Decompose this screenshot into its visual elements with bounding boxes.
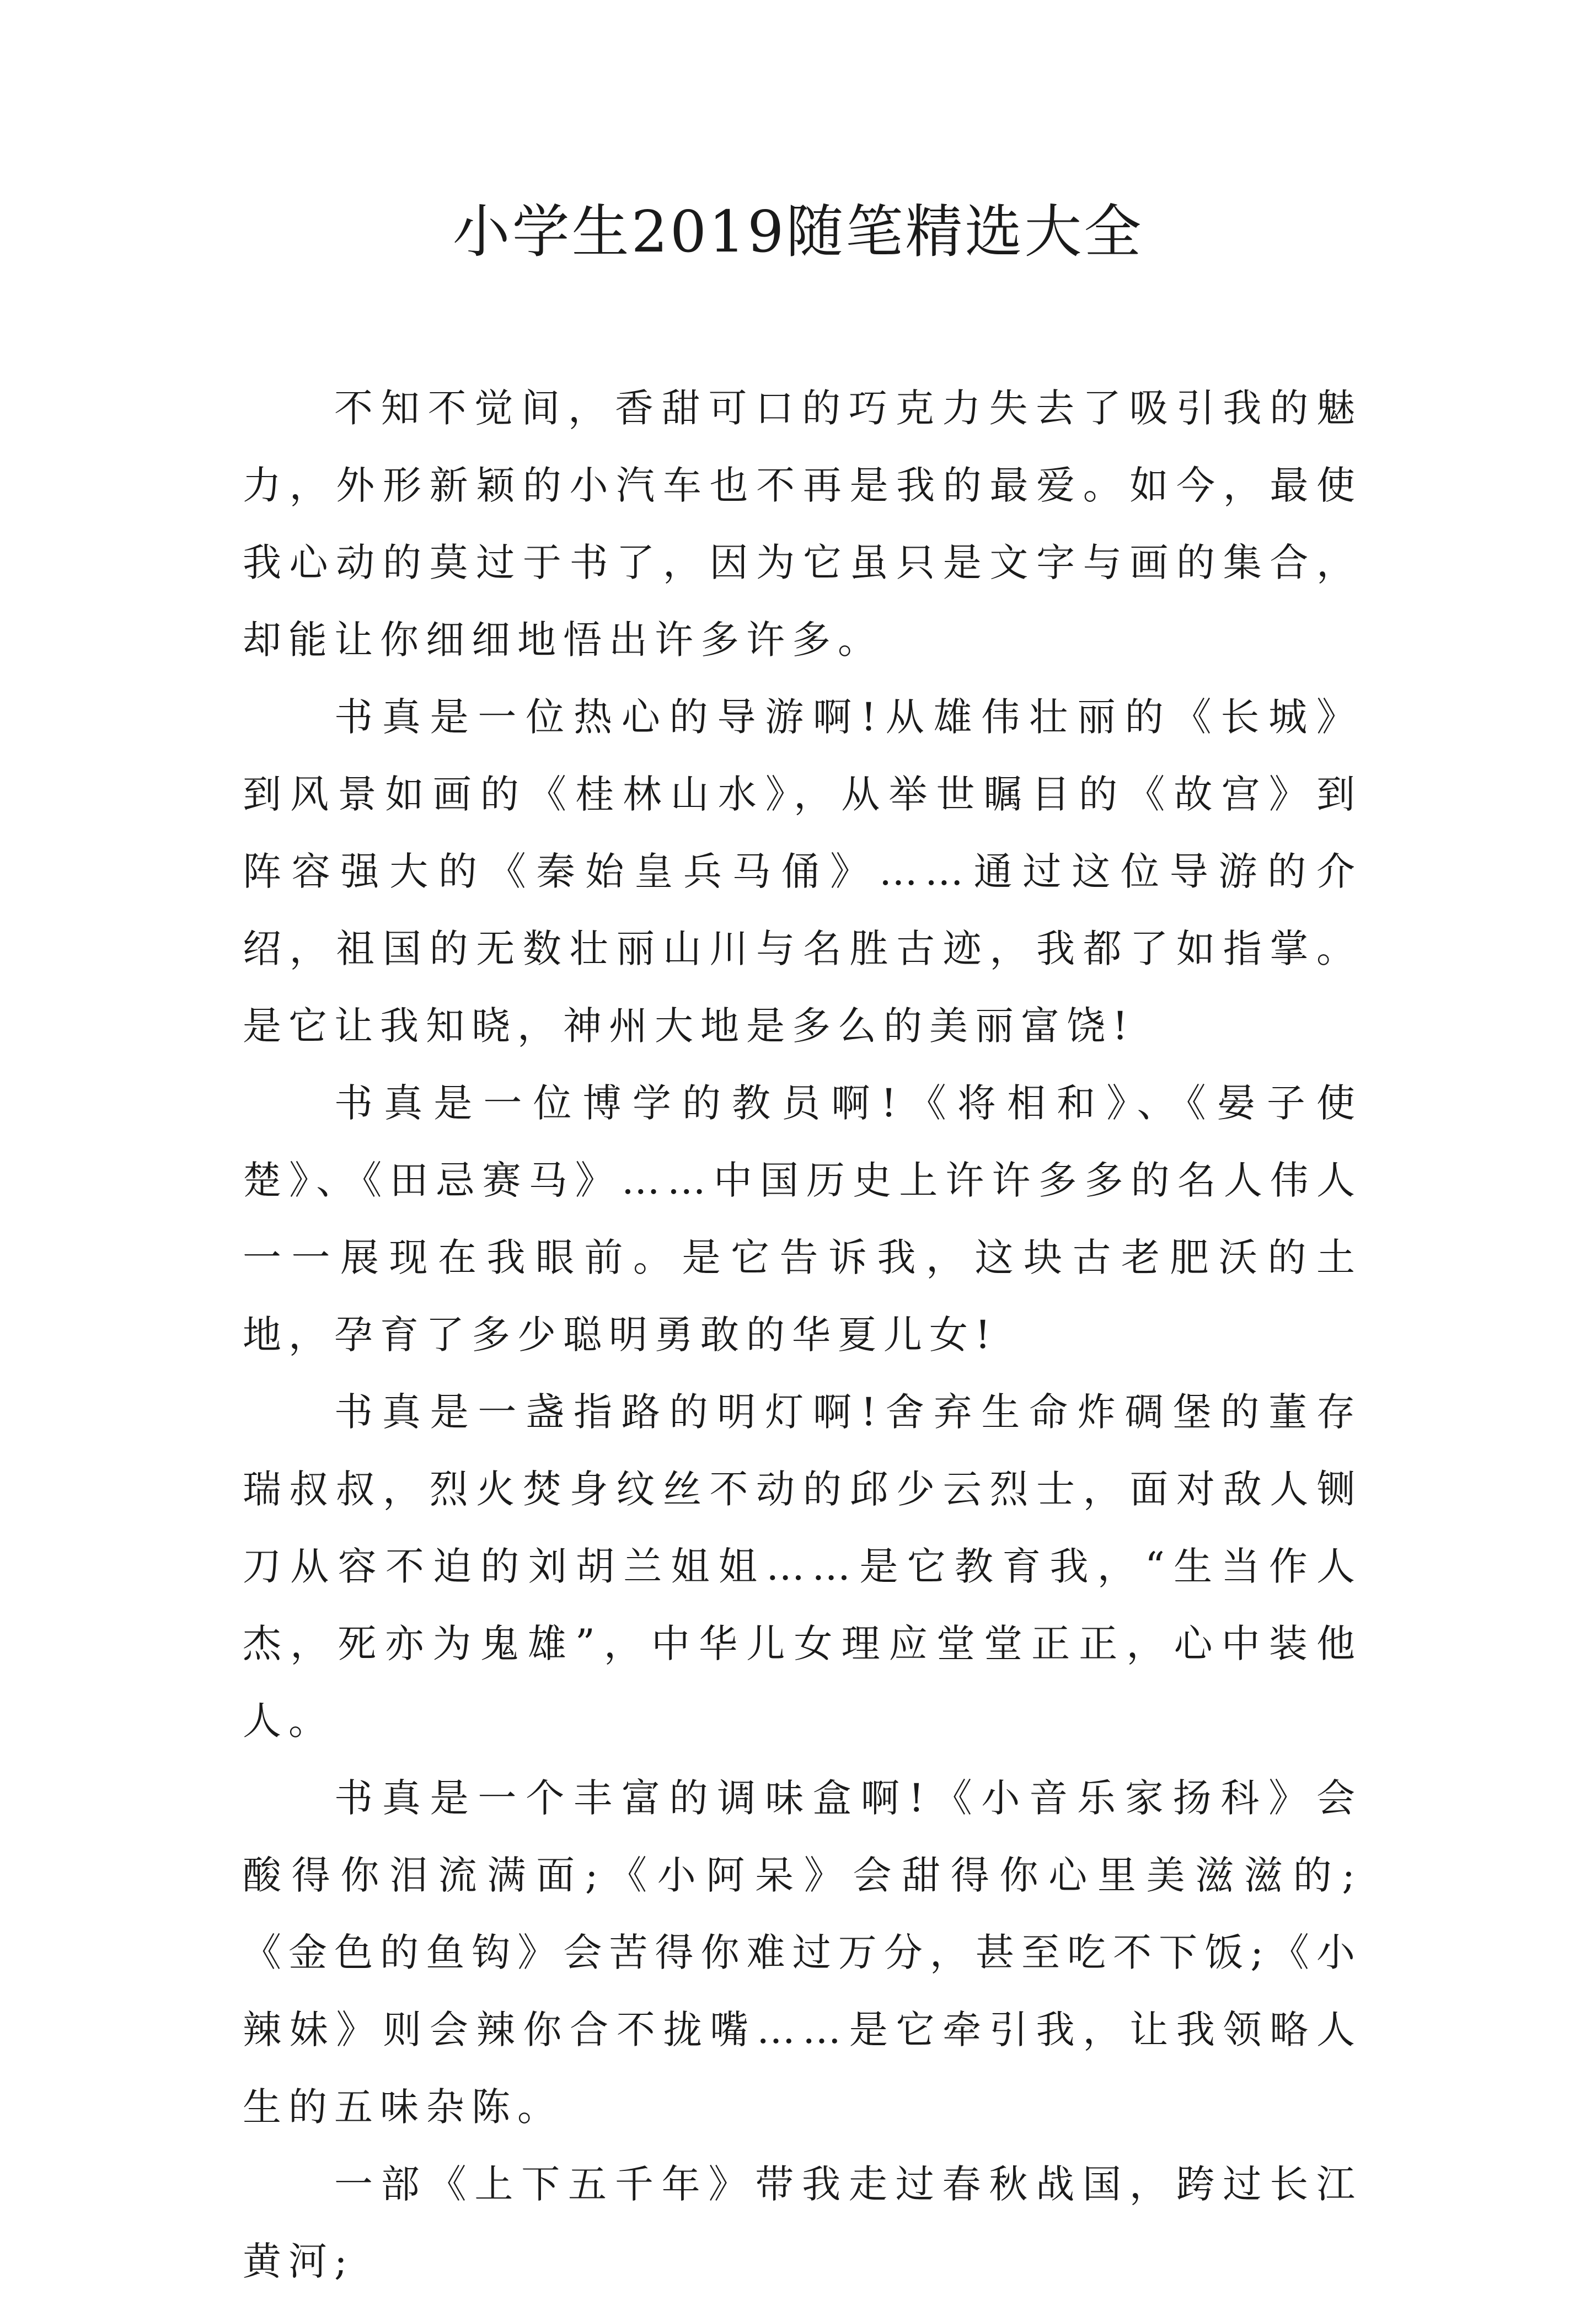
document-body xyxy=(243,370,1362,2300)
paragraph: 书真是一位热心的导游啊!从雄伟壮丽的《长城》到风景如画的《桂林山水》，从举世瞩目的《故宫》到阵容强大的《秦始皇兵马俑》……通过这位导游的介绍，祖国的无数壮丽山川与名胜古迹，我都了如指掌。是它让我知晓，神州大地是多么的美丽富饶! xyxy=(243,694,1362,1049)
paragraph: 不知不觉间，香甜可口的巧克力失去了吸引我的魅力，外形新颖的小汽车也不再是我的最爱。如今，最使我心动的莫过于书了，因为它虽只是文字与画的集合，却能让你细细地悟出许多许多。 xyxy=(243,386,1362,662)
paragraph: 一部《上下五千年》带我走过春秋战国，跨过长江黄河; xyxy=(243,2162,1362,2284)
paragraph: 书真是一盏指路的明灯啊!舍弃生命炸碉堡的董存瑞叔叔，烈火焚身纹丝不动的邱少云烈士，面对敌人铡刀从容不迫的刘胡兰姐姐……是它教育我，“生当作人杰，死亦为鬼雄”，中华儿女理应堂堂正正，心中装他人。 xyxy=(243,1389,1362,1743)
paragraph: 书真是一位博学的教员啊!《将相和》、《晏子使楚》、《田忌赛马》……中国历史上许许多多的名人伟人一一展现在我眼前。是它告诉我，这块古老肥沃的土地，孕育了多少聪明勇敢的华夏儿女! xyxy=(243,1081,1362,1357)
document-title: 小学生2019随笔精选大全 xyxy=(452,198,1144,265)
paragraph: 书真是一个丰富的调味盒啊!《小音乐家扬科》会酸得你泪流满面;《小阿呆》会甜得你心里美滋滋的;《金色的鱼钩》会苦得你难过万分，甚至吃不下饭;《小辣妹》则会辣你合不拢嘴……是它牵引我，让我领略人生的五味杂陈。 xyxy=(243,1775,1362,2130)
